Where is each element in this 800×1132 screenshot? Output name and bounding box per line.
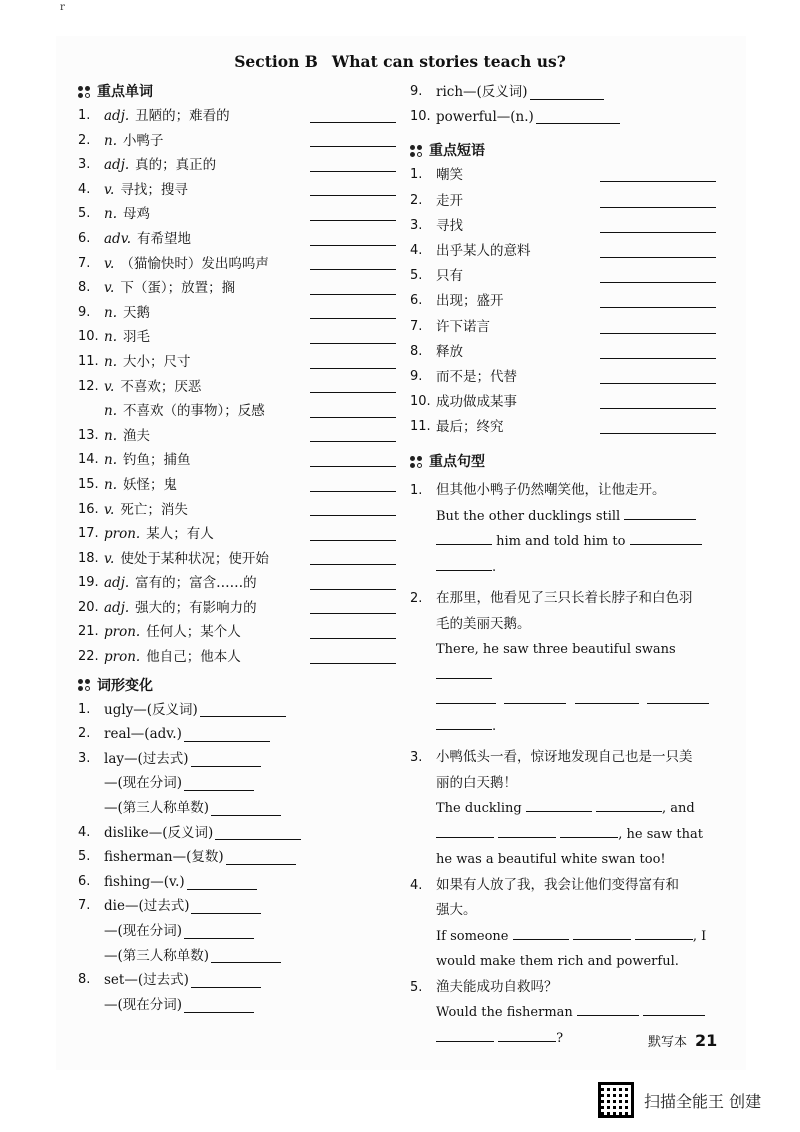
item-number: 2. bbox=[78, 726, 91, 742]
phrase-item bbox=[410, 289, 716, 314]
answer-blank[interactable] bbox=[191, 899, 261, 914]
answer-blank[interactable] bbox=[436, 824, 494, 838]
item-number: 3. bbox=[410, 217, 423, 233]
answer-blank[interactable] bbox=[600, 408, 716, 409]
part-of-speech: pron. bbox=[104, 526, 141, 543]
part-of-speech: n. bbox=[104, 452, 117, 469]
item-meaning: 妖怪；鬼 bbox=[123, 476, 177, 493]
scanner-watermark bbox=[598, 1082, 761, 1118]
phrase-item bbox=[410, 214, 716, 239]
part-of-speech: adj. bbox=[104, 575, 130, 592]
answer-blank[interactable] bbox=[536, 109, 620, 124]
sentence-2: 2. 在那里，他看见了三只长着长脖子和白色羽 毛的美丽天鹅。 There, he saw three beautiful swans . bbox=[410, 586, 716, 739]
phrase-item bbox=[410, 239, 716, 264]
vocab-item bbox=[78, 301, 396, 326]
item-meaning: 任何人；某个人 bbox=[146, 624, 241, 641]
answer-blank[interactable] bbox=[184, 924, 254, 939]
item-meaning: 不喜欢；厌恶 bbox=[120, 378, 202, 395]
right-column bbox=[410, 80, 716, 1051]
phrase-item bbox=[410, 188, 716, 213]
item-meaning: 走开 bbox=[436, 192, 463, 209]
phrase-item bbox=[410, 415, 716, 440]
part-of-speech: n. bbox=[104, 353, 117, 370]
answer-blank[interactable] bbox=[504, 690, 566, 704]
item-number: 2. bbox=[410, 192, 423, 208]
item-meaning: 天鹅 bbox=[123, 304, 150, 321]
phrases-list bbox=[410, 163, 716, 440]
footer-label: 默写本 bbox=[648, 1035, 688, 1050]
item-number: 22. bbox=[78, 649, 99, 665]
word-form-item bbox=[78, 919, 396, 944]
word-form-item bbox=[78, 870, 396, 895]
answer-blank[interactable] bbox=[436, 665, 492, 679]
answer-blank[interactable] bbox=[624, 506, 696, 520]
item-number: 20. bbox=[78, 599, 99, 615]
sentence-3: 3. 小鸭低头一看，惊讶地发现自己也是一只美 丽的白天鹅！ The duckling , and , he saw that he was a beautiful white swan too! bbox=[410, 749, 703, 868]
vocab-item bbox=[78, 178, 396, 203]
item-number: 14. bbox=[78, 452, 99, 468]
answer-blank[interactable] bbox=[191, 973, 261, 988]
word-form-item bbox=[78, 968, 396, 993]
item-number: 2. bbox=[78, 132, 91, 148]
item-number: 16. bbox=[78, 501, 99, 517]
answer-blank[interactable] bbox=[310, 663, 396, 664]
answer-blank[interactable] bbox=[310, 589, 396, 590]
vocab-item bbox=[78, 350, 396, 375]
answer-blank[interactable] bbox=[600, 358, 716, 359]
item-meaning: 羽毛 bbox=[123, 329, 150, 346]
item-number: 4. bbox=[78, 181, 91, 197]
answer-blank[interactable] bbox=[310, 564, 396, 565]
part-of-speech: v. bbox=[104, 550, 115, 567]
answer-blank[interactable] bbox=[200, 702, 286, 717]
answer-blank[interactable] bbox=[596, 798, 662, 812]
item-number: 11. bbox=[78, 353, 99, 369]
answer-blank[interactable] bbox=[577, 1002, 639, 1016]
word-form-item bbox=[78, 845, 396, 870]
answer-blank[interactable] bbox=[187, 875, 257, 890]
item-meaning: 强大的；有影响力的 bbox=[135, 599, 257, 616]
answer-blank[interactable] bbox=[436, 716, 492, 730]
vocab-item bbox=[78, 498, 396, 523]
item-meaning: 出现；盛开 bbox=[436, 293, 504, 310]
item-number: 6. bbox=[78, 230, 91, 246]
part-of-speech: adj. bbox=[104, 599, 130, 616]
answer-blank[interactable] bbox=[184, 998, 254, 1013]
answer-blank[interactable] bbox=[498, 1028, 556, 1042]
item-number: 10. bbox=[78, 329, 99, 345]
answer-blank[interactable] bbox=[600, 181, 716, 182]
part-of-speech: v. bbox=[104, 280, 115, 297]
item-number: 4. bbox=[410, 243, 423, 259]
left-column bbox=[78, 80, 396, 1017]
item-meaning: 只有 bbox=[436, 268, 463, 285]
word-form-item bbox=[78, 796, 396, 821]
item-prompt: set—(过去式) bbox=[104, 972, 189, 989]
item-number: 17. bbox=[78, 526, 99, 542]
item-meaning: 真的；真正的 bbox=[135, 157, 217, 174]
part-of-speech: adj. bbox=[104, 108, 130, 124]
answer-blank[interactable] bbox=[600, 383, 716, 384]
part-of-speech: pron. bbox=[104, 649, 141, 666]
item-number: 10. bbox=[410, 394, 431, 410]
section-label: Section B bbox=[234, 52, 318, 71]
part-of-speech: adv. bbox=[104, 230, 132, 247]
answer-blank[interactable] bbox=[560, 824, 618, 838]
item-meaning: 母鸡 bbox=[123, 206, 150, 223]
part-of-speech: adj. bbox=[104, 157, 130, 174]
vocab-item bbox=[78, 448, 396, 473]
answer-blank[interactable] bbox=[310, 269, 396, 270]
vocab-item bbox=[78, 547, 396, 572]
phrase-item bbox=[410, 314, 716, 339]
answer-blank[interactable] bbox=[310, 146, 396, 147]
item-prompt: rich—(反义词) bbox=[436, 84, 528, 100]
item-meaning: 许下诺言 bbox=[436, 318, 490, 335]
sentence-4: 4. 如果有人放了我，我会让他们变得富有和 强大。 If someone , I would make them rich and powerful. bbox=[410, 876, 707, 970]
sentence-5: 5. 渔夫能成功自救吗？ Would the fisherman ? bbox=[410, 975, 716, 1052]
item-meaning: 不喜欢（的事物）；反感 bbox=[123, 403, 265, 420]
item-number: 7. bbox=[410, 318, 423, 334]
item-meaning: 下（蛋）；放置；搁 bbox=[120, 280, 236, 297]
forms-list-continued bbox=[410, 80, 716, 129]
scanner-text: 扫描全能王 创建 bbox=[644, 1091, 762, 1111]
sentence-1: 1. 但其他小鸭子仍然嘲笑他，让他走开。 But the other ducklings still him and told him to . bbox=[410, 478, 716, 580]
item-number: 21. bbox=[78, 624, 99, 640]
section-bullet-icon bbox=[78, 679, 91, 692]
item-meaning: 死亡；消失 bbox=[120, 501, 188, 518]
answer-blank[interactable] bbox=[184, 727, 270, 742]
vocab-item bbox=[78, 596, 396, 621]
item-number: 8. bbox=[78, 972, 91, 988]
word-form-item bbox=[78, 722, 396, 747]
sentences-heading: 重点句型 bbox=[410, 450, 716, 474]
answer-blank[interactable] bbox=[436, 690, 496, 704]
item-number: 6. bbox=[78, 873, 91, 889]
forms-list bbox=[78, 698, 396, 1018]
answer-blank[interactable] bbox=[573, 926, 631, 940]
answer-blank[interactable] bbox=[310, 417, 396, 418]
item-number: 18. bbox=[78, 550, 99, 566]
item-prompt: —(现在分词) bbox=[104, 775, 183, 792]
answer-blank[interactable] bbox=[215, 825, 301, 840]
answer-blank[interactable] bbox=[310, 195, 396, 196]
item-prompt: die—(过去式) bbox=[104, 898, 190, 915]
item-number: 19. bbox=[78, 575, 99, 591]
item-meaning: 出乎某人的意料 bbox=[436, 243, 531, 260]
item-meaning: 最后；终究 bbox=[436, 419, 504, 436]
corner-mark: r bbox=[60, 2, 65, 13]
item-prompt: —(现在分词) bbox=[104, 923, 183, 939]
phrase-item bbox=[410, 264, 716, 289]
vocab-item bbox=[78, 153, 396, 178]
vocab-heading: 重点单词 bbox=[78, 80, 396, 104]
part-of-speech: n. bbox=[104, 206, 117, 223]
part-of-speech: n. bbox=[104, 132, 117, 149]
answer-blank[interactable] bbox=[526, 798, 592, 812]
item-number: 7. bbox=[78, 255, 91, 271]
answer-blank[interactable] bbox=[310, 638, 396, 639]
answer-blank[interactable] bbox=[436, 557, 492, 571]
answer-blank[interactable] bbox=[211, 801, 281, 816]
word-form-item bbox=[410, 105, 716, 130]
part-of-speech: pron. bbox=[104, 624, 141, 641]
item-meaning: （猫愉快时）发出呜呜声 bbox=[120, 255, 269, 272]
page-footer bbox=[648, 1031, 717, 1050]
item-number: 6. bbox=[410, 293, 423, 309]
item-number: 13. bbox=[78, 427, 99, 443]
item-meaning: 成功做成某事 bbox=[436, 394, 517, 411]
part-of-speech: v. bbox=[104, 378, 115, 395]
page-title bbox=[0, 52, 800, 71]
vocab-item bbox=[78, 399, 396, 424]
item-number: 5. bbox=[410, 268, 423, 284]
answer-blank[interactable] bbox=[647, 690, 709, 704]
vocab-item bbox=[78, 375, 396, 400]
item-number: 3. bbox=[78, 157, 91, 173]
item-number: 1. bbox=[78, 108, 91, 123]
item-prompt: ugly—(反义词) bbox=[104, 701, 198, 718]
vocab-item bbox=[78, 571, 396, 596]
answer-blank[interactable] bbox=[635, 926, 693, 940]
answer-blank[interactable] bbox=[600, 257, 716, 258]
item-number: 8. bbox=[410, 343, 423, 359]
answer-blank[interactable] bbox=[310, 294, 396, 295]
item-meaning: 寻找；搜寻 bbox=[120, 181, 188, 198]
item-prompt: fisherman—(复数) bbox=[104, 849, 224, 866]
vocab-item bbox=[78, 645, 396, 670]
phrase-item bbox=[410, 390, 716, 415]
part-of-speech: n. bbox=[104, 427, 117, 444]
item-prompt: real—(adv.) bbox=[104, 726, 182, 743]
item-meaning: 大小；尺寸 bbox=[123, 353, 191, 370]
item-number: 9. bbox=[410, 368, 423, 384]
word-form-item bbox=[78, 747, 396, 772]
answer-blank[interactable] bbox=[643, 1002, 705, 1016]
answer-blank[interactable] bbox=[310, 491, 396, 492]
phrase-item bbox=[410, 163, 716, 188]
item-number: 5. bbox=[78, 206, 91, 222]
item-prompt: dislike—(反义词) bbox=[104, 824, 214, 841]
answer-blank[interactable] bbox=[310, 343, 396, 344]
part-of-speech: n. bbox=[104, 329, 117, 346]
answer-blank[interactable] bbox=[310, 245, 396, 246]
vocab-item bbox=[78, 104, 396, 129]
answer-blank[interactable] bbox=[530, 85, 604, 100]
answer-blank[interactable] bbox=[310, 392, 396, 393]
answer-blank[interactable] bbox=[226, 850, 296, 865]
item-prompt: powerful—(n.) bbox=[436, 108, 534, 125]
part-of-speech: n. bbox=[104, 403, 117, 420]
word-form-item bbox=[78, 993, 396, 1018]
part-of-speech: v. bbox=[104, 255, 115, 272]
answer-blank[interactable] bbox=[310, 171, 396, 172]
item-number: 15. bbox=[78, 476, 99, 492]
vocab-item bbox=[78, 202, 396, 227]
item-meaning: 嘲笑 bbox=[436, 167, 463, 184]
answer-blank[interactable] bbox=[310, 220, 396, 221]
answer-blank[interactable] bbox=[513, 926, 569, 940]
answer-blank[interactable] bbox=[600, 433, 716, 434]
item-number: 9. bbox=[78, 304, 91, 320]
item-number: 1. bbox=[410, 167, 423, 183]
word-form-item bbox=[78, 698, 396, 723]
vocab-item bbox=[78, 424, 396, 449]
vocab-item bbox=[78, 252, 396, 277]
vocab-item bbox=[78, 276, 396, 301]
forms-heading: 词形变化 bbox=[78, 674, 396, 698]
part-of-speech: n. bbox=[104, 304, 117, 321]
word-form-item bbox=[78, 771, 396, 796]
item-prompt: —(现在分词) bbox=[104, 996, 183, 1013]
answer-blank[interactable] bbox=[600, 232, 716, 233]
item-meaning: 有希望地 bbox=[137, 230, 192, 247]
item-prompt: lay—(过去式) bbox=[104, 750, 189, 767]
answer-blank[interactable] bbox=[310, 613, 396, 614]
item-number: 1. bbox=[78, 701, 91, 717]
item-number: 12. bbox=[78, 378, 99, 394]
item-meaning: 某人；有人 bbox=[146, 526, 214, 543]
section-title: What can stories teach us? bbox=[331, 52, 566, 71]
item-number: 10. bbox=[410, 108, 431, 124]
answer-blank[interactable] bbox=[191, 752, 261, 767]
answer-blank[interactable] bbox=[575, 690, 639, 704]
item-meaning: 富有的；富含……的 bbox=[135, 575, 257, 592]
item-prompt: fishing—(v.) bbox=[104, 873, 185, 890]
item-prompt: —(第三人称单数) bbox=[104, 800, 210, 817]
phrases-heading: 重点短语 bbox=[410, 139, 716, 163]
answer-blank[interactable] bbox=[498, 824, 556, 838]
answer-blank[interactable] bbox=[310, 318, 396, 319]
item-meaning: 丑陋的；难看的 bbox=[135, 108, 230, 124]
item-meaning: 他自己；他本人 bbox=[146, 649, 241, 666]
part-of-speech: n. bbox=[104, 476, 117, 493]
word-form-item bbox=[78, 894, 396, 919]
vocab-item bbox=[78, 620, 396, 645]
answer-blank[interactable] bbox=[211, 948, 281, 963]
phrase-item bbox=[410, 365, 716, 390]
page-number: 21 bbox=[695, 1031, 718, 1050]
item-meaning: 小鸭子 bbox=[123, 132, 164, 149]
answer-blank[interactable] bbox=[600, 207, 716, 208]
answer-blank[interactable] bbox=[630, 531, 702, 545]
part-of-speech: v. bbox=[104, 181, 115, 198]
answer-blank[interactable] bbox=[600, 307, 716, 308]
item-number: 7. bbox=[78, 898, 91, 914]
vocab-item bbox=[78, 473, 396, 498]
section-bullet-icon bbox=[410, 456, 423, 469]
answer-blank[interactable] bbox=[310, 466, 396, 467]
answer-blank[interactable] bbox=[310, 441, 396, 442]
item-number: 4. bbox=[78, 824, 91, 840]
item-number: 8. bbox=[78, 280, 91, 296]
answer-blank[interactable] bbox=[436, 531, 492, 545]
answer-blank[interactable] bbox=[310, 368, 396, 369]
answer-blank[interactable] bbox=[600, 333, 716, 334]
qr-code-icon bbox=[598, 1082, 634, 1118]
part-of-speech: v. bbox=[104, 501, 115, 518]
item-number: 5. bbox=[78, 849, 91, 865]
vocab-list bbox=[78, 104, 396, 670]
item-number: 3. bbox=[78, 750, 91, 766]
answer-blank[interactable] bbox=[310, 515, 396, 516]
item-meaning: 而不是；代替 bbox=[436, 368, 517, 385]
item-number: 9. bbox=[410, 84, 423, 99]
word-form-item bbox=[78, 944, 396, 969]
word-form-item bbox=[410, 80, 716, 105]
word-form-item bbox=[78, 821, 396, 846]
phrase-item bbox=[410, 340, 716, 365]
item-meaning: 钓鱼；捕鱼 bbox=[123, 452, 191, 469]
vocab-item bbox=[78, 522, 396, 547]
answer-blank[interactable] bbox=[184, 776, 254, 791]
section-bullet-icon bbox=[78, 86, 91, 99]
vocab-item bbox=[78, 129, 396, 154]
item-meaning: 寻找 bbox=[436, 217, 463, 234]
item-meaning: 渔夫 bbox=[123, 427, 150, 444]
section-bullet-icon bbox=[410, 145, 423, 158]
item-number: 11. bbox=[410, 419, 431, 435]
answer-blank[interactable] bbox=[310, 540, 396, 541]
vocab-item bbox=[78, 325, 396, 350]
answer-blank[interactable] bbox=[436, 1028, 494, 1042]
vocab-item bbox=[78, 227, 396, 252]
answer-blank[interactable] bbox=[600, 282, 716, 283]
item-meaning: 使处于某种状况；使开始 bbox=[120, 550, 269, 567]
item-meaning: 释放 bbox=[436, 343, 463, 360]
answer-blank[interactable] bbox=[310, 122, 396, 123]
item-prompt: —(第三人称单数) bbox=[104, 947, 210, 964]
